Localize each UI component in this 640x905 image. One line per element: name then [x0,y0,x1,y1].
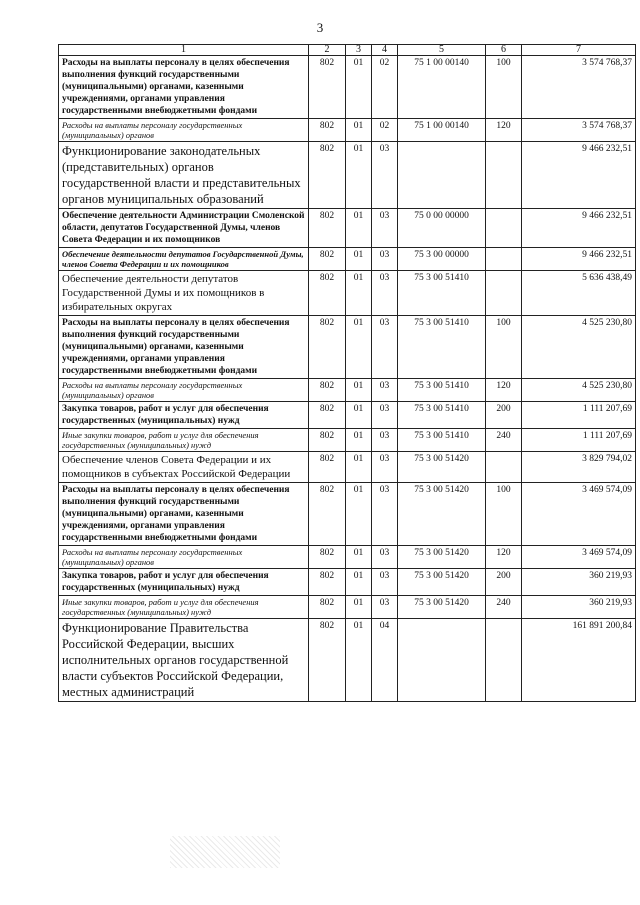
expense-type-cell: 100 [486,56,522,119]
ministry-code-cell: 802 [309,56,346,119]
ministry-code-cell: 802 [309,271,346,316]
table-row [59,402,636,429]
target-article-cell [398,142,486,209]
budget-table [58,44,636,702]
subsection-code-cell: 03 [372,316,398,379]
expense-type-cell: 100 [486,483,522,546]
target-article-cell: 75 1 00 00140 [398,56,486,119]
expense-type-cell: 200 [486,569,522,596]
table-row [59,452,636,483]
expense-type-cell [486,142,522,209]
target-article-cell: 75 3 00 51410 [398,402,486,429]
section-code-cell: 01 [346,546,372,569]
header-cell: 1 [59,45,309,56]
amount-cell: 3 469 574,09 [522,483,636,546]
expense-type-cell: 200 [486,402,522,429]
target-article-cell: 75 0 00 00000 [398,209,486,248]
header-cell: 4 [372,45,398,56]
target-article-cell: 75 3 00 51410 [398,379,486,402]
row-name-cell: Обеспечение членов Совета Федерации и их помощников в субъектах Российской Федерации [59,452,309,483]
target-article-cell: 75 3 00 51410 [398,429,486,452]
expense-type-cell [486,209,522,248]
ministry-code-cell: 802 [309,248,346,271]
table-row [59,271,636,316]
expense-type-cell: 120 [486,119,522,142]
target-article-cell: 75 3 00 51420 [398,596,486,619]
row-name-cell: Закупка товаров, работ и услуг для обеспечения государственных (муниципальных) нужд [59,402,309,429]
table-row [59,483,636,546]
amount-cell: 161 891 200,84 [522,619,636,702]
subsection-code-cell: 03 [372,248,398,271]
row-name-cell: Расходы на выплаты персоналу в целях обеспечения выполнения функций государственными (муниципальными) органами, казенными учреждениями, органами управления государственными внебюджетными фондами [59,56,309,119]
target-article-cell: 75 3 00 00000 [398,248,486,271]
subsection-code-cell: 03 [372,402,398,429]
target-article-cell: 75 3 00 51420 [398,483,486,546]
amount-cell: 9 466 232,51 [522,142,636,209]
subsection-code-cell: 03 [372,596,398,619]
row-name-cell: Функционирование Правительства Российской Федерации, высших исполнительных органов государственной власти субъектов Российской Федерации, местных администраций [59,619,309,702]
amount-cell: 1 111 207,69 [522,402,636,429]
row-name-cell: Иные закупки товаров, работ и услуг для обеспечения государственных (муниципальных) нужд [59,429,309,452]
header-cell: 3 [346,45,372,56]
section-code-cell: 01 [346,619,372,702]
subsection-code-cell: 03 [372,209,398,248]
section-code-cell: 01 [346,596,372,619]
ministry-code-cell: 802 [309,119,346,142]
section-code-cell: 01 [346,402,372,429]
ministry-code-cell: 802 [309,316,346,379]
row-name-cell: Иные закупки товаров, работ и услуг для обеспечения государственных (муниципальных) нужд [59,596,309,619]
subsection-code-cell: 03 [372,429,398,452]
expense-type-cell [486,248,522,271]
table-row [59,546,636,569]
section-code-cell: 01 [346,209,372,248]
table-row [59,142,636,209]
subsection-code-cell: 03 [372,452,398,483]
row-name-cell: Обеспечение деятельности Администрации Смоленской области, депутатов Государственной Думы, членов Совета Федерации и их помощников [59,209,309,248]
expense-type-cell: 240 [486,429,522,452]
ministry-code-cell: 802 [309,452,346,483]
target-article-cell [398,619,486,702]
expense-type-cell: 100 [486,316,522,379]
target-article-cell: 75 3 00 51420 [398,546,486,569]
amount-cell: 1 111 207,69 [522,429,636,452]
row-name-cell: Обеспечение деятельности депутатов Государственной Думы и их помощников в избирательных округах [59,271,309,316]
subsection-code-cell: 03 [372,569,398,596]
amount-cell: 360 219,93 [522,596,636,619]
row-name-cell: Расходы на выплаты персоналу государственных (муниципальных) органов [59,379,309,402]
section-code-cell: 01 [346,119,372,142]
expense-type-cell [486,619,522,702]
ministry-code-cell: 802 [309,569,346,596]
section-code-cell: 01 [346,142,372,209]
header-cell: 7 [522,45,636,56]
amount-cell: 360 219,93 [522,569,636,596]
amount-cell: 9 466 232,51 [522,248,636,271]
amount-cell: 5 636 438,49 [522,271,636,316]
table-header-row [59,45,636,56]
section-code-cell: 01 [346,56,372,119]
subsection-code-cell: 02 [372,56,398,119]
row-name-cell: Функционирование законодательных (представительных) органов государственной власти и представительных органов муниципальных образований [59,142,309,209]
section-code-cell: 01 [346,569,372,596]
amount-cell: 4 525 230,80 [522,379,636,402]
amount-cell: 3 574 768,37 [522,119,636,142]
ministry-code-cell: 802 [309,596,346,619]
target-article-cell: 75 3 00 51420 [398,452,486,483]
table-row [59,429,636,452]
amount-cell: 3 574 768,37 [522,56,636,119]
table-row [59,619,636,702]
amount-cell: 4 525 230,80 [522,316,636,379]
expense-type-cell [486,452,522,483]
target-article-cell: 75 3 00 51410 [398,316,486,379]
table-row [59,316,636,379]
amount-cell: 9 466 232,51 [522,209,636,248]
table-row [59,379,636,402]
ministry-code-cell: 802 [309,379,346,402]
ministry-code-cell: 802 [309,546,346,569]
table-row [59,569,636,596]
expense-type-cell: 240 [486,596,522,619]
row-name-cell: Расходы на выплаты персоналу государственных (муниципальных) органов [59,546,309,569]
row-name-cell: Расходы на выплаты персоналу в целях обеспечения выполнения функций государственными (муниципальными) органами, казенными учреждениями, органами управления государственными внебюджетными фондами [59,483,309,546]
subsection-code-cell: 03 [372,483,398,546]
header-cell: 2 [309,45,346,56]
table-row [59,119,636,142]
faint-stamp-mark [170,836,280,868]
target-article-cell: 75 3 00 51410 [398,271,486,316]
amount-cell: 3 469 574,09 [522,546,636,569]
header-cell: 6 [486,45,522,56]
expense-type-cell: 120 [486,379,522,402]
section-code-cell: 01 [346,316,372,379]
section-code-cell: 01 [346,271,372,316]
subsection-code-cell: 03 [372,271,398,316]
row-name-cell: Закупка товаров, работ и услуг для обеспечения государственных (муниципальных) нужд [59,569,309,596]
ministry-code-cell: 802 [309,142,346,209]
table-row [59,248,636,271]
row-name-cell: Расходы на выплаты персоналу в целях обеспечения выполнения функций государственными (муниципальными) органами, казенными учреждениями, органами управления государственными внебюджетными фондами [59,316,309,379]
subsection-code-cell: 03 [372,142,398,209]
target-article-cell: 75 3 00 51420 [398,569,486,596]
subsection-code-cell: 03 [372,546,398,569]
ministry-code-cell: 802 [309,619,346,702]
row-name-cell: Обеспечение деятельности депутатов Государственной Думы, членов Совета Федерации и их помощников [59,248,309,271]
expense-type-cell: 120 [486,546,522,569]
section-code-cell: 01 [346,452,372,483]
section-code-cell: 01 [346,379,372,402]
expense-type-cell [486,271,522,316]
section-code-cell: 01 [346,483,372,546]
amount-cell: 3 829 794,02 [522,452,636,483]
header-cell: 5 [398,45,486,56]
subsection-code-cell: 03 [372,379,398,402]
ministry-code-cell: 802 [309,429,346,452]
table-row [59,209,636,248]
section-code-cell: 01 [346,248,372,271]
page-number: 3 [316,20,324,35]
ministry-code-cell: 802 [309,402,346,429]
table-row [59,56,636,119]
subsection-code-cell: 02 [372,119,398,142]
subsection-code-cell: 04 [372,619,398,702]
row-name-cell: Расходы на выплаты персоналу государственных (муниципальных) органов [59,119,309,142]
ministry-code-cell: 802 [309,209,346,248]
ministry-code-cell: 802 [309,483,346,546]
target-article-cell: 75 1 00 00140 [398,119,486,142]
section-code-cell: 01 [346,429,372,452]
table-row [59,596,636,619]
